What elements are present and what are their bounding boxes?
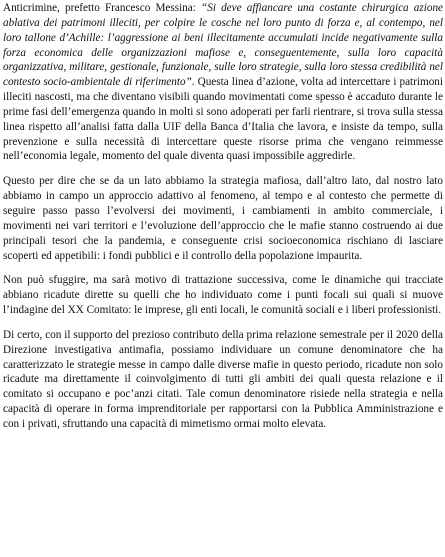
paragraph-mafia-strategy: Questo per dire che se da un lato abbiamo la strategia mafiosa, dall’altro lato, dal nostro lato abbiamo in campo un approccio adattivo al fenomeno, al tempo e al contesto che permette di seguire passo passo l’evolversi dei movimenti, i cambiamenti in ambito commerciale, i movimenti nei vari territori e l’evoluzione dell’approccio che le mafie stanno costruendo ai due principali tesori che la pandemia, e conseguente crisi socioeconomica rischiano di lasciare scoperti ed appetibili: i fondi pubblici e il controllo della popolazione impaurita. (3, 175, 443, 262)
quote-intro: Anticrimine, prefetto Francesco Messina: (3, 2, 202, 14)
paragraph-xx-comitato: Non può sfuggire, ma sarà motivo di trattazione successiva, come le dinamiche qui tracciate abbiano ricadute dirette su quelli che ho individuato come i punti focali sui quali si muove l’indagine del XX Comitato: le imprese, gli enti locali, le comunità sociali e i liberi professionisti. (3, 274, 443, 317)
messina-quote: “Si deve affiancare una costante chirurgica azione ablativa dei patrimoni illeciti, per colpire le cosche nel loro punto di forza e, al contempo, nel loro tallone d’Achille: l’aggressione ai beni illecitamente accumulati incide negativamente sulla forza economica delle organizzazioni mafiose e, conseguentemente, sulla loro capacità organizzativa, militare, gestionale, funzionale, sulle loro strategie, sulla loro stessa credibilità nel contesto socio-ambientale di riferimento” (3, 2, 444, 89)
paragraph-messina-quote (3, 1, 443, 164)
paragraph-dia-report: Di certo, con il supporto del prezioso contributo della prima relazione semestrale per il 2020 della Direzione investigativa antimafia, possiamo individuare un comune denominatore che ha caratterizzato le strategie messe in campo dalle diverse mafie in questo periodo, ricadute non solo ricadute ma direttamente il coinvolgimento di tutti gli ambiti dei quali questa relazione e il comitato si occupano e poc’anzi citati. Tale comun denominatore risiede nella strategia e nella capacità di operare in forma imprenditoriale per rapportarsi con la Pubblica Amministrazione e con i privati, sfruttando una capacità di mimetismo ormai molto elevata. (3, 328, 443, 430)
paragraph-1-rest: . Questa linea d’azione, volta ad intercettare i patrimoni illeciti nascosti, ma che diventano visibili quando movimentati come spesso è accaduto durante le prime fasi dell’emergenza quando in molti si sono adoperati per farli rientrare, si trova sulla stessa linea rispetto all’analisi fatta dalla UIF della Banca d’Italia che lavora, e insiste da tempo, sulla prevenzione e sulla necessità di intercettare queste risorse prima che vengano reimmesse nell’economia legale, momento del quale diventa quasi impossibile aggredirle. (3, 76, 443, 163)
